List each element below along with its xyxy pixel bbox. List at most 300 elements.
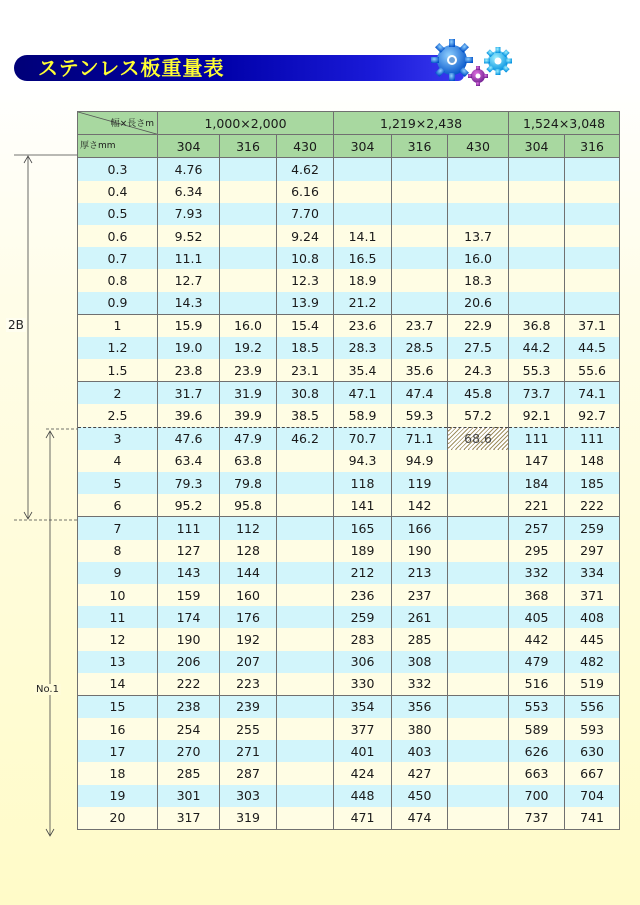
weight-cell: 368: [509, 584, 565, 606]
weight-cell: 147: [509, 450, 565, 472]
weight-cell: 18.3: [448, 269, 509, 291]
weight-cell: 13.9: [277, 292, 334, 315]
weight-cell: 427: [392, 762, 448, 784]
weight-cell: 221: [509, 494, 565, 517]
weight-cell: 259: [565, 517, 620, 540]
table-row: [78, 628, 620, 650]
weight-cell: [448, 785, 509, 807]
weight-cell: 148: [565, 450, 620, 472]
weight-cell: 79.8: [220, 472, 277, 494]
weight-cell: 36.8: [509, 314, 565, 337]
weight-cell: [509, 181, 565, 203]
weight-cell: 10.8: [277, 247, 334, 269]
weight-cell: [277, 472, 334, 494]
thickness-cell: 19: [78, 785, 158, 807]
weight-cell: [565, 203, 620, 225]
weight-cell: [277, 494, 334, 517]
weight-cell: 14.3: [158, 292, 220, 315]
table-row: [78, 718, 620, 740]
weight-cell: 371: [565, 584, 620, 606]
weight-cell: 189: [334, 540, 392, 562]
thickness-cell: 5: [78, 472, 158, 494]
weight-cell: 471: [334, 807, 392, 830]
weight-cell: 55.6: [565, 359, 620, 382]
table-row: [78, 517, 620, 540]
weight-cell: 285: [392, 628, 448, 650]
weight-cell: [277, 785, 334, 807]
thickness-cell: 16: [78, 718, 158, 740]
group-header: 1,000×2,000: [158, 112, 334, 135]
weight-cell: 7.70: [277, 203, 334, 225]
weight-cell: 44.5: [565, 337, 620, 359]
weight-cell: 160: [220, 584, 277, 606]
weight-cell: 176: [220, 606, 277, 628]
weight-cell: [565, 247, 620, 269]
weight-cell: 165: [334, 517, 392, 540]
weight-cell: 223: [220, 673, 277, 696]
grade-header: 316: [220, 135, 277, 158]
weight-cell: [220, 292, 277, 315]
weight-cell: 445: [565, 628, 620, 650]
weight-cell: 9.24: [277, 225, 334, 247]
weight-cell: 92.1: [509, 404, 565, 427]
weight-cell: 31.9: [220, 382, 277, 405]
weight-cell: [277, 718, 334, 740]
weight-cell: [448, 203, 509, 225]
weight-cell: 192: [220, 628, 277, 650]
group-header: 1,524×3,048: [509, 112, 620, 135]
weight-cell: [448, 562, 509, 584]
page-title: ステンレス板重量表: [38, 56, 225, 80]
table-row: [78, 269, 620, 291]
weight-cell: 23.7: [392, 314, 448, 337]
weight-cell: 24.3: [448, 359, 509, 382]
weight-cell: 92.7: [565, 404, 620, 427]
thickness-cell: 20: [78, 807, 158, 830]
weight-cell: [448, 762, 509, 784]
weight-cell: 21.2: [334, 292, 392, 315]
weight-cell: [277, 651, 334, 673]
thickness-cell: 2: [78, 382, 158, 405]
weight-cell: 356: [392, 695, 448, 718]
thickness-cell: 0.5: [78, 203, 158, 225]
weight-cell: 403: [392, 740, 448, 762]
weight-cell: 45.8: [448, 382, 509, 405]
weight-cell: [448, 450, 509, 472]
weight-cell: 271: [220, 740, 277, 762]
weight-cell: [509, 158, 565, 181]
range-annotations: [0, 0, 80, 905]
weight-cell: [448, 584, 509, 606]
table-row: [78, 472, 620, 494]
weight-cell: 237: [392, 584, 448, 606]
weight-cell: 13.7: [448, 225, 509, 247]
weight-cell: 47.4: [392, 382, 448, 405]
weight-cell: 15.9: [158, 314, 220, 337]
weight-cell: 159: [158, 584, 220, 606]
table-row: [78, 158, 620, 181]
weight-cell: 47.6: [158, 427, 220, 450]
weight-cell: 261: [392, 606, 448, 628]
corner-header: [78, 112, 158, 135]
weight-cell: 12.7: [158, 269, 220, 291]
thickness-cell: 0.4: [78, 181, 158, 203]
weight-cell: 70.7: [334, 427, 392, 450]
weight-cell: 9.52: [158, 225, 220, 247]
grade-header: 304: [334, 135, 392, 158]
weight-cell: 38.5: [277, 404, 334, 427]
thickness-cell: 12: [78, 628, 158, 650]
weight-cell: 239: [220, 695, 277, 718]
weight-cell: 553: [509, 695, 565, 718]
weight-cell: 626: [509, 740, 565, 762]
weight-cell: [277, 450, 334, 472]
weight-cell: [277, 517, 334, 540]
weight-cell: 236: [334, 584, 392, 606]
table-row: [78, 584, 620, 606]
weight-cell: 128: [220, 540, 277, 562]
weight-cell: [565, 225, 620, 247]
thickness-cell: 0.9: [78, 292, 158, 315]
table-row: [78, 225, 620, 247]
weight-cell: 303: [220, 785, 277, 807]
thickness-cell: 7: [78, 517, 158, 540]
table-row: [78, 427, 620, 450]
weight-cell: 663: [509, 762, 565, 784]
weight-cell: 212: [334, 562, 392, 584]
weight-cell: 285: [158, 762, 220, 784]
weight-cell: 18.9: [334, 269, 392, 291]
table-row: [78, 314, 620, 337]
weight-cell: 704: [565, 785, 620, 807]
weight-cell: [448, 740, 509, 762]
weight-cell: 213: [392, 562, 448, 584]
weight-cell: 238: [158, 695, 220, 718]
weight-cell: 16.5: [334, 247, 392, 269]
weight-cell: 330: [334, 673, 392, 696]
weight-cell: 377: [334, 718, 392, 740]
weight-cell: 630: [565, 740, 620, 762]
weight-cell: 143: [158, 562, 220, 584]
weight-cell: [392, 181, 448, 203]
weight-cell: [392, 225, 448, 247]
weight-cell: 35.6: [392, 359, 448, 382]
weight-cell: 95.8: [220, 494, 277, 517]
weight-cell: 332: [392, 673, 448, 696]
weight-cell: 556: [565, 695, 620, 718]
weight-cell: [565, 269, 620, 291]
weight-cell: 44.2: [509, 337, 565, 359]
weight-cell: 20.6: [448, 292, 509, 315]
weight-cell: 185: [565, 472, 620, 494]
weight-cell: 424: [334, 762, 392, 784]
weight-cell: 479: [509, 651, 565, 673]
corner-label-thickness: 厚さmm: [80, 141, 116, 152]
thickness-cell: 17: [78, 740, 158, 762]
weight-cell: 450: [392, 785, 448, 807]
weight-cell: 257: [509, 517, 565, 540]
weight-cell: 18.5: [277, 337, 334, 359]
weight-cell: 166: [392, 517, 448, 540]
weight-cell: 4.62: [277, 158, 334, 181]
table-row: [78, 382, 620, 405]
weight-cell: [448, 718, 509, 740]
weight-cell: 95.2: [158, 494, 220, 517]
weight-cell: 111: [509, 427, 565, 450]
weight-cell: 71.1: [392, 427, 448, 450]
weight-cell: 23.6: [334, 314, 392, 337]
weight-cell: [220, 181, 277, 203]
thickness-cell: 18: [78, 762, 158, 784]
weight-cell: 15.4: [277, 314, 334, 337]
weight-cell: [509, 225, 565, 247]
weight-cell: 23.1: [277, 359, 334, 382]
weight-cell: 297: [565, 540, 620, 562]
weight-cell: 207: [220, 651, 277, 673]
weight-cell: [509, 292, 565, 315]
weight-cell: [448, 651, 509, 673]
weight-cell: 4.76: [158, 158, 220, 181]
weight-cell: [220, 247, 277, 269]
table-row: [78, 292, 620, 315]
weight-cell: 28.3: [334, 337, 392, 359]
thickness-cell: 1.2: [78, 337, 158, 359]
weight-cell: [509, 269, 565, 291]
weight-cell: 119: [392, 472, 448, 494]
table-row: [78, 562, 620, 584]
weight-cell: [277, 762, 334, 784]
weight-cell: 174: [158, 606, 220, 628]
weight-cell: [448, 628, 509, 650]
table-row: [78, 695, 620, 718]
thickness-cell: 13: [78, 651, 158, 673]
table-row: [78, 359, 620, 382]
weight-cell: 259: [334, 606, 392, 628]
weight-cell: 442: [509, 628, 565, 650]
weight-cell: 31.7: [158, 382, 220, 405]
weight-cell: 295: [509, 540, 565, 562]
table-row: [78, 181, 620, 203]
grade-header: 304: [509, 135, 565, 158]
weight-cell: [277, 807, 334, 830]
weight-cell: [277, 740, 334, 762]
thickness-cell: 14: [78, 673, 158, 696]
weight-cell: 737: [509, 807, 565, 830]
weight-cell: 59.3: [392, 404, 448, 427]
weight-cell: 255: [220, 718, 277, 740]
thickness-cell: 3: [78, 427, 158, 450]
weight-cell: 190: [158, 628, 220, 650]
table-row: [78, 740, 620, 762]
weight-cell: 401: [334, 740, 392, 762]
weight-cell: 332: [509, 562, 565, 584]
weight-cell: 127: [158, 540, 220, 562]
weight-cell: [448, 673, 509, 696]
weight-cell: 16.0: [220, 314, 277, 337]
weight-cell: [392, 292, 448, 315]
thickness-cell: 1: [78, 314, 158, 337]
weight-cell: [392, 158, 448, 181]
thickness-cell: 15: [78, 695, 158, 718]
weight-cell: 19.0: [158, 337, 220, 359]
weight-cell: [509, 247, 565, 269]
weight-cell: 30.8: [277, 382, 334, 405]
weight-cell: 57.2: [448, 404, 509, 427]
grade-header: 304: [158, 135, 220, 158]
weight-cell: 287: [220, 762, 277, 784]
thickness-cell: 1.5: [78, 359, 158, 382]
table-row: [78, 247, 620, 269]
weight-cell: 47.9: [220, 427, 277, 450]
corner-label-size: 幅×長さm: [110, 119, 154, 129]
weight-cell: 354: [334, 695, 392, 718]
table-row: [78, 807, 620, 830]
weight-cell: 47.1: [334, 382, 392, 405]
weight-cell: 11.1: [158, 247, 220, 269]
weight-cell: 254: [158, 718, 220, 740]
weight-cell: 141: [334, 494, 392, 517]
table-row: [78, 203, 620, 225]
weight-cell: [334, 203, 392, 225]
weight-cell: [565, 292, 620, 315]
weight-cell: 667: [565, 762, 620, 784]
weight-cell: 184: [509, 472, 565, 494]
weight-cell: 63.8: [220, 450, 277, 472]
weight-cell: 22.9: [448, 314, 509, 337]
weight-cell: 334: [565, 562, 620, 584]
weight-cell: 222: [158, 673, 220, 696]
weight-cell: [277, 628, 334, 650]
thickness-cell: 10: [78, 584, 158, 606]
weight-cell: 27.5: [448, 337, 509, 359]
weight-cell: [220, 269, 277, 291]
weight-cell: 319: [220, 807, 277, 830]
weight-cell: 73.7: [509, 382, 565, 405]
thickness-cell: 6: [78, 494, 158, 517]
weight-cell: [448, 181, 509, 203]
weight-cell: 14.1: [334, 225, 392, 247]
thickness-cell: 8: [78, 540, 158, 562]
grade-header: 430: [448, 135, 509, 158]
weight-cell: 589: [509, 718, 565, 740]
weight-cell: 308: [392, 651, 448, 673]
thickness-cell: 11: [78, 606, 158, 628]
weight-cell: [392, 203, 448, 225]
weight-cell: 39.6: [158, 404, 220, 427]
weight-cell: 46.2: [277, 427, 334, 450]
weight-cell: 28.5: [392, 337, 448, 359]
thickness-cell: 4: [78, 450, 158, 472]
thickness-cell: 2.5: [78, 404, 158, 427]
weight-cell: [220, 225, 277, 247]
weight-cell: [277, 606, 334, 628]
weight-cell: [565, 158, 620, 181]
weight-cell: 283: [334, 628, 392, 650]
weight-cell: 405: [509, 606, 565, 628]
weight-cell: 55.3: [509, 359, 565, 382]
table-row: [78, 404, 620, 427]
range-label-no1: No.1: [36, 684, 59, 695]
table-row: [78, 337, 620, 359]
weight-cell: 482: [565, 651, 620, 673]
weight-cell: [448, 606, 509, 628]
weight-cell: 19.2: [220, 337, 277, 359]
weight-cell: 206: [158, 651, 220, 673]
weight-cell: 111: [565, 427, 620, 450]
weight-cell: [448, 472, 509, 494]
weight-cell: 16.0: [448, 247, 509, 269]
weight-value: 68.6: [464, 431, 492, 447]
weight-cell: [448, 807, 509, 830]
weight-cell: [509, 203, 565, 225]
weight-cell: 519: [565, 673, 620, 696]
weight-cell: 317: [158, 807, 220, 830]
table-row: [78, 494, 620, 517]
thickness-cell: 9: [78, 562, 158, 584]
weight-cell: 79.3: [158, 472, 220, 494]
weight-cell: 6.16: [277, 181, 334, 203]
weight-cell: [448, 517, 509, 540]
weight-cell: [448, 494, 509, 517]
table-row: [78, 606, 620, 628]
weight-cell: [392, 269, 448, 291]
weight-cell: 94.3: [334, 450, 392, 472]
weight-cell: 516: [509, 673, 565, 696]
thickness-cell: 0.8: [78, 269, 158, 291]
weight-cell: 142: [392, 494, 448, 517]
weight-cell: 741: [565, 807, 620, 830]
weight-cell: [334, 181, 392, 203]
weight-cell: 270: [158, 740, 220, 762]
weight-cell: 12.3: [277, 269, 334, 291]
weight-cell: 6.34: [158, 181, 220, 203]
weight-cell: 63.4: [158, 450, 220, 472]
weight-cell: 380: [392, 718, 448, 740]
weight-cell: 23.9: [220, 359, 277, 382]
weight-cell: 74.1: [565, 382, 620, 405]
weight-cell: 35.4: [334, 359, 392, 382]
weight-cell: [448, 158, 509, 181]
weight-cell: 448: [334, 785, 392, 807]
weight-cell: [277, 584, 334, 606]
gears-icon: [422, 36, 518, 92]
table-row: [78, 785, 620, 807]
weight-cell: 39.9: [220, 404, 277, 427]
weight-cell: 112: [220, 517, 277, 540]
weight-cell: 190: [392, 540, 448, 562]
thickness-cell: 0.7: [78, 247, 158, 269]
weight-cell: [220, 158, 277, 181]
weight-cell: 301: [158, 785, 220, 807]
weight-cell: 144: [220, 562, 277, 584]
table-row: [78, 450, 620, 472]
weight-cell: 37.1: [565, 314, 620, 337]
weight-cell: 7.93: [158, 203, 220, 225]
group-header: 1,219×2,438: [334, 112, 509, 135]
weight-cell: [448, 427, 509, 450]
weight-cell: [220, 203, 277, 225]
weight-cell: 474: [392, 807, 448, 830]
weight-cell: [277, 562, 334, 584]
weight-cell: 58.9: [334, 404, 392, 427]
table-row: [78, 673, 620, 696]
range-label-2b: 2B: [8, 318, 24, 332]
weight-cell: 94.9: [392, 450, 448, 472]
weight-cell: 306: [334, 651, 392, 673]
weight-cell: 700: [509, 785, 565, 807]
thickness-cell: 0.3: [78, 158, 158, 181]
weight-cell: [277, 695, 334, 718]
